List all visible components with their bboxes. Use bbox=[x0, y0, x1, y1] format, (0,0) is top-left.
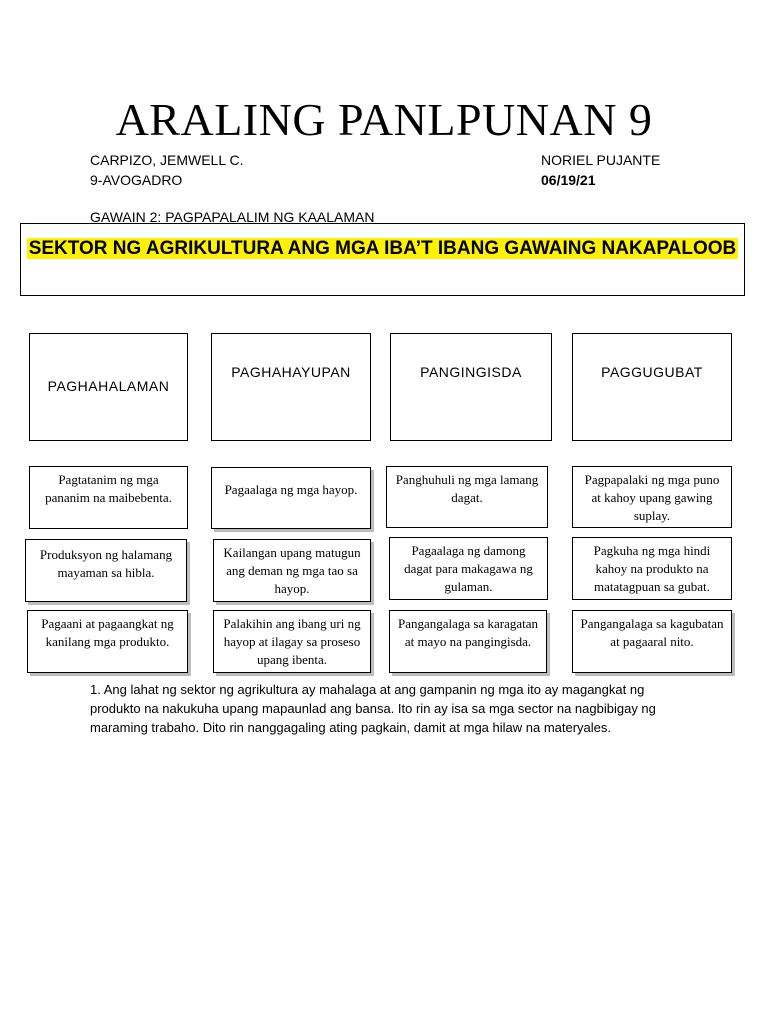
category-paggugubat: PAGGUGUBAT bbox=[572, 333, 732, 441]
cell-pangingisda-1: Panghuhuli ng mga lamang dagat. bbox=[386, 466, 548, 528]
cell-paghahayupan-3: Palakihin ang ibang uri ng hayop at ilagay sa proseso upang ibenta. bbox=[213, 610, 371, 673]
heading-box bbox=[20, 223, 745, 296]
cell-paghahalaman-3: Pagaani at pagaangkat ng kanilang mga produkto. bbox=[27, 610, 188, 673]
cell-paghahayupan-1: Pagaalaga ng mga hayop. bbox=[211, 467, 371, 529]
cell-paggugubat-1: Pagpapalaki ng mga puno at kahoy upang gawing suplay. bbox=[572, 466, 732, 528]
cell-paghahalaman-2: Produksyon ng halamang mayaman sa hibla. bbox=[25, 539, 187, 602]
cell-paghahayupan-2: Kailangan upang matugun ang deman ng mga tao sa hayop. bbox=[213, 539, 371, 602]
category-paghahalaman: PAGHAHALAMAN bbox=[29, 333, 188, 441]
submission-date: 06/19/21 bbox=[541, 172, 596, 188]
category-pangingisda: PANGINGISDA bbox=[390, 333, 552, 441]
cell-pangingisda-2: Pagaalaga ng damong dagat para makagawa ng gulaman. bbox=[389, 537, 548, 600]
cell-pangingisda-3: Pangangalaga sa karagatan at mayo na pangingisda. bbox=[389, 610, 547, 673]
page-title: ARALING PANLPUNAN 9 bbox=[115, 94, 653, 145]
cell-paghahalaman-1: Pagtatanim ng mga pananim na maibebenta. bbox=[29, 466, 188, 529]
student-section: 9-AVOGADRO bbox=[90, 172, 183, 188]
activity-label: GAWAIN 2: PAGPAPALALIM NG KAALAMAN bbox=[90, 209, 375, 225]
cell-paggugubat-2: Pagkuha ng mga hindi kahoy na produkto na matatagpuan sa gubat. bbox=[572, 537, 732, 600]
heading-text: SEKTOR NG AGRIKULTURA ANG MGA IBA’T IBANG GAWAING NAKAPALOOB bbox=[28, 238, 737, 259]
category-paghahayupan: PAGHAHAYUPAN bbox=[211, 333, 371, 441]
teacher-name: NORIEL PUJANTE bbox=[541, 152, 661, 168]
student-name: CARPIZO, JEMWELL C. bbox=[90, 152, 244, 168]
answer-paragraph: 1. Ang lahat ng sektor ng agrikultura ay mahalaga at ang gampanin ng mga ito ay magangkat ng produkto na nakukuha upang mapaunlad ang bansa. Ito rin ay isa sa mga sector na nagbibigay ng maraming trabaho. Dito rin nanggagaling ating pagkain, damit at mga hilaw na materyales. bbox=[90, 682, 656, 735]
cell-paggugubat-3: Pangangalaga sa kagubatan at pagaaral nito. bbox=[572, 610, 732, 673]
